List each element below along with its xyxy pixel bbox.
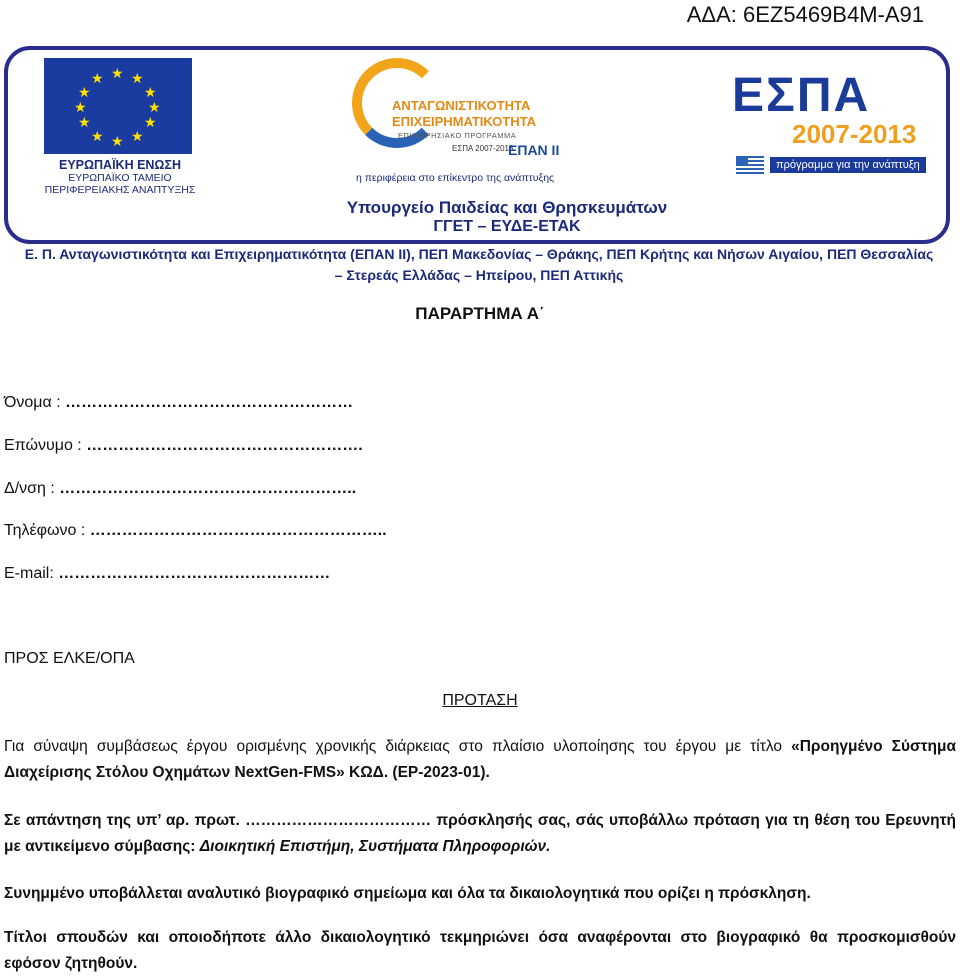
ant-espa-label: ΕΣΠΑ 2007-2013 xyxy=(452,144,514,153)
eu-flag-icon: ★ ★ ★ ★ ★ ★ ★ ★ ★ ★ ★ ★ xyxy=(44,58,192,154)
ant-title-2: ΕΠΙΧΕΙΡΗΜΑΤΙΚΟΤΗΤΑ xyxy=(392,114,536,129)
field-dots: …………………………………………… xyxy=(58,565,331,582)
espa-slogan: πρόγραμμα για την ανάπτυξη xyxy=(770,157,926,173)
eu-fund-label-2: ΠΕΡΙΦΕΡΕΙΑΚΗΣ ΑΝΑΠΤΥΞΗΣ xyxy=(44,184,196,196)
paragraph-2 xyxy=(4,808,956,860)
field-dots: ……………………………………………….. xyxy=(59,480,357,497)
field-label: Τηλέφωνο : xyxy=(4,522,90,539)
paragraph-2-text: Σε απάντηση της υπ’ αρ. πρωτ. ……………………………… πρόσκλησής σας, σάς υποβάλλω πρόταση για τη θέση του Ερευνητή με αντικείμενο σύμβασης: xyxy=(4,812,956,855)
field-dots: ……………………………………………. xyxy=(86,437,363,454)
contract-subject: Διοικητική Επιστήμη, Συστήματα Πληροφοριών. xyxy=(199,838,551,855)
programme-title: Ε. Π. Ανταγωνιστικότητα και Επιχειρηματικότητα (ΕΠΑΝ ΙΙ), ΠΕΠ Μακεδονίας – Θράκης, ΠΕΠ Κρήτης και Νήσων Αιγαίου, ΠΕΠ Θεσσαλίας – Στερεάς Ελλάδας – Ηπείρου, ΠΕΠ Αττικής xyxy=(24,246,934,283)
eu-label: ΕΥΡΩΠΑΪΚΗ ΕΝΩΣΗ xyxy=(58,158,181,172)
ant-subtitle: ΕΠΙΧΕΙΡΗΣΙΑΚΟ ΠΡΟΓΡΑΜΜΑ xyxy=(398,131,517,140)
logo-banner xyxy=(4,46,950,244)
ministry-block xyxy=(8,198,946,236)
ant-slogan: η περιφέρεια στο επίκεντρο της ανάπτυξης xyxy=(356,172,555,184)
field-dots: ……………………………………………… xyxy=(65,394,354,411)
proposal-title: ΠΡΟΤΑΣΗ xyxy=(442,692,518,709)
ant-title-1: ΑΝΤΑΓΩΝΙΣΤΙΚΟΤΗΤΑ xyxy=(392,98,531,113)
field-label: Δ/νση : xyxy=(4,480,60,497)
paragraph-1 xyxy=(4,734,956,786)
espa-slogan-bar xyxy=(736,156,934,174)
greek-flag-icon xyxy=(736,156,764,174)
name-field xyxy=(4,394,353,412)
eu-logo xyxy=(44,58,196,196)
paragraph-4: Τίτλοι σπουδών και οποιοδήποτε άλλο δικαιολογητικό τεκμηριώνει όσα αναφέρονται στο βιογραφικό θα προσκομισθούν εφόσον ζητηθούν. xyxy=(4,929,956,972)
espa-logo xyxy=(722,69,934,200)
espa-years: 2007-2013 xyxy=(792,119,917,149)
ministry-name: Υπουργείο Παιδείας και Θρησκευμάτων xyxy=(346,198,668,217)
ministry-dept: ΓΓΕΤ – ΕΥΔΕ-ΕΤΑΚ xyxy=(433,218,581,235)
project-title: «Προηγμένο Σύστημα Διαχείρισης Στόλου Οχημάτων NextGen-FMS» ΚΩΔ. (ΕΡ-2023-01). xyxy=(4,738,956,781)
field-dots: ……………………………………………….. xyxy=(89,522,387,539)
field-label: Επώνυμο : xyxy=(4,437,87,454)
ant-epan-label: ΕΠΑΝ ΙΙ xyxy=(508,142,560,158)
paragraph-3: Συνημμένο υποβάλλεται αναλυτικό βιογραφικό σημείωμα και όλα τα δικαιολογητικά που ορίζει η πρόσκληση. xyxy=(4,885,811,902)
address-field xyxy=(4,480,356,498)
recipient: ΠΡΟΣ ΕΛΚΕ/ΟΠΑ xyxy=(4,650,135,667)
espa-title: ΕΣΠΑ xyxy=(732,69,871,122)
surname-field xyxy=(4,437,363,455)
paragraph-1-text: Για σύναψη συμβάσεως έργου ορισμένης χρονικής διάρκειας στο πλαίσιο υλοποίησης του έργου με τίτλο xyxy=(4,738,782,755)
phone-field xyxy=(4,522,387,540)
ada-number: ΑΔΑ: 6ΕΖ5469Β4Μ-Α91 xyxy=(686,2,924,27)
annex-title: ΠΑΡΑΡΤΗΜΑ Α΄ xyxy=(415,304,545,323)
antagonistikotita-logo xyxy=(348,56,583,186)
eu-fund-label: ΕΥΡΩΠΑΪΚΟ ΤΑΜΕΙΟ xyxy=(68,172,172,184)
email-field xyxy=(4,565,330,583)
field-label: Όνομα : xyxy=(4,394,66,411)
field-label: E-mail: xyxy=(4,565,59,582)
